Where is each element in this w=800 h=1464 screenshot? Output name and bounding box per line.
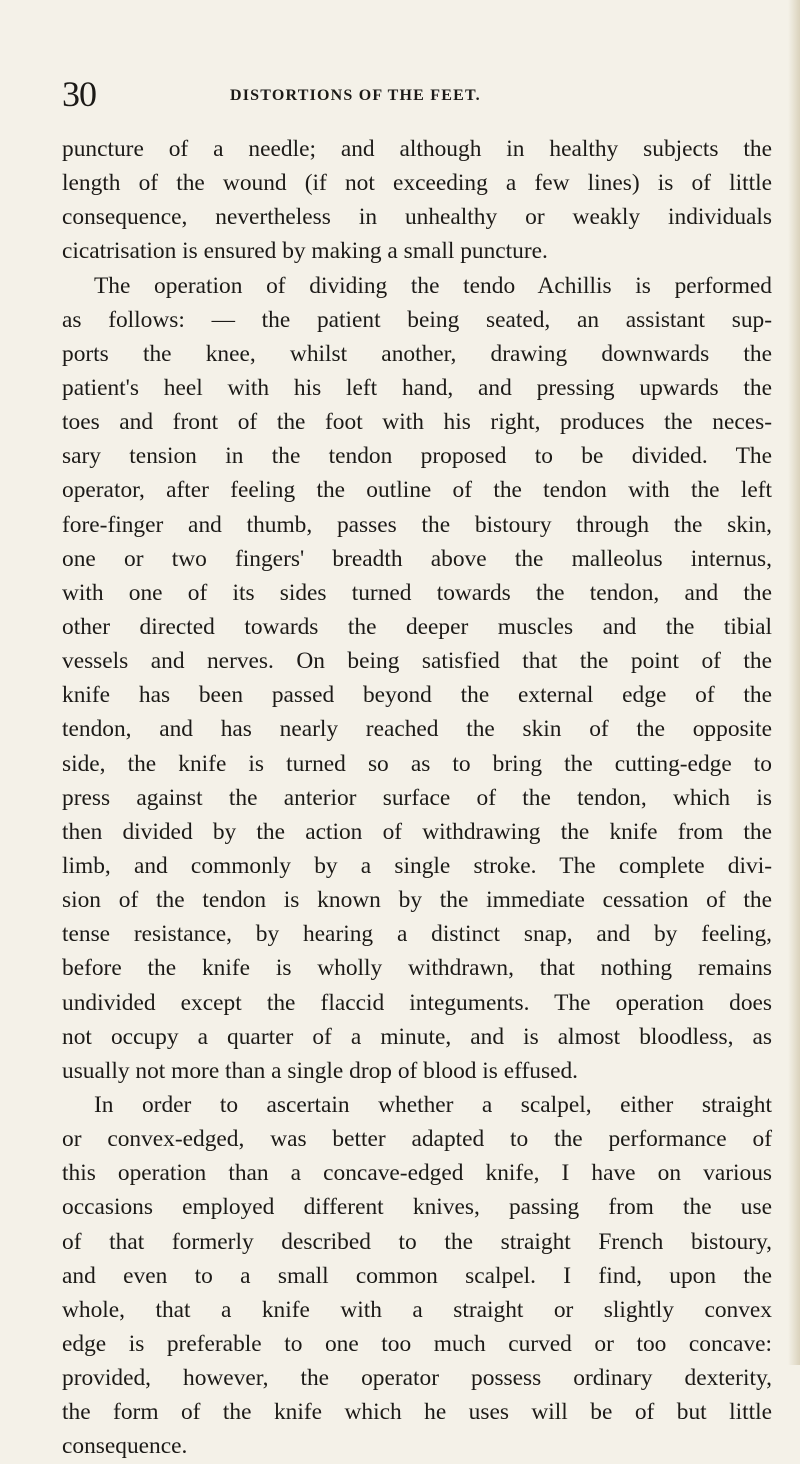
text-line: of that formerly described to the straight French bistoury, xyxy=(62,1228,772,1255)
text-line: as follows: — the patient being seated, an assistant sup- xyxy=(62,306,772,333)
text-line: press against the anterior surface of the tendon, which is xyxy=(62,784,772,811)
text-line: side, the knife is turned so as to bring the cutting-edge to xyxy=(62,750,772,777)
text-line: before the knife is wholly withdrawn, that nothing remains xyxy=(62,955,772,982)
text-line: one or two fingers' breadth above the malleolus internus, xyxy=(62,545,772,572)
text-line: the form of the knife which he uses will be of but little xyxy=(62,1399,772,1426)
text-line: tendon, and has nearly reached the skin of the opposite xyxy=(62,716,772,743)
text-line: and even to a small common scalpel. I find, upon the xyxy=(62,1262,772,1289)
text-line: knife has been passed beyond the external edge of the xyxy=(62,682,772,709)
text-line: consequence. xyxy=(62,1433,188,1460)
text-line: provided, however, the operator possess ordinary dexterity, xyxy=(62,1365,772,1392)
text-line: other directed towards the deeper muscles and the tibial xyxy=(62,613,772,640)
text-line: or convex-edged, was better adapted to the performance of xyxy=(62,1126,772,1153)
text-line: sary tension in the tendon proposed to be divided. The xyxy=(62,443,772,470)
text-line: consequence, nevertheless in unhealthy or weakly individuals xyxy=(62,204,772,231)
text-line: edge is preferable to one too much curved or too concave: xyxy=(62,1330,772,1357)
text-line: cicatrisation is ensured by making a small puncture. xyxy=(62,238,548,265)
body-text xyxy=(62,132,772,1463)
text-line: puncture of a needle; and although in healthy subjects the xyxy=(62,136,772,162)
text-line: operator, after feeling the outline of the tendon with the left xyxy=(62,477,772,504)
text-line: sion of the tendon is known by the immediate cessation of the xyxy=(62,887,772,914)
text-line: not occupy a quarter of a minute, and is almost bloodless, as xyxy=(62,1023,772,1050)
text-line: occasions employed different knives, passing from the use xyxy=(62,1194,772,1221)
page-edge-shadow xyxy=(788,0,800,1365)
text-line: In order to ascertain whether a scalpel, either straight xyxy=(94,1091,772,1118)
running-head: DISTORTIONS OF THE FEET. xyxy=(230,87,481,104)
text-line: vessels and nerves. On being satisfied that the point of the xyxy=(62,648,772,675)
text-line: length of the wound (if not exceeding a few lines) is of little xyxy=(62,170,772,197)
text-line: then divided by the action of withdrawing the knife from the xyxy=(62,818,772,845)
text-line: The operation of dividing the tendo Achillis is performed xyxy=(94,272,772,299)
text-line: undivided except the flaccid integuments. The operation does xyxy=(62,989,772,1016)
text-line: with one of its sides turned towards the tendon, and the xyxy=(62,579,772,606)
text-line: limb, and commonly by a single stroke. The complete divi- xyxy=(62,852,772,879)
text-line: fore-finger and thumb, passes the bistoury through the skin, xyxy=(62,511,772,538)
page-number: 30 xyxy=(62,74,96,114)
text-line: usually not more than a single drop of blood is effused. xyxy=(62,1057,579,1084)
text-line: ports the knee, whilst another, drawing downwards the xyxy=(62,340,772,367)
text-line: this operation than a concave-edged knife, I have on various xyxy=(62,1160,772,1187)
text-line: toes and front of the foot with his right, produces the neces- xyxy=(62,409,772,436)
text-line: tense resistance, by hearing a distinct snap, and by feeling, xyxy=(62,921,772,948)
text-line: whole, that a knife with a straight or slightly convex xyxy=(62,1296,772,1323)
text-line: patient's heel with his left hand, and pressing upwards the xyxy=(62,374,772,401)
page-header xyxy=(62,74,772,114)
